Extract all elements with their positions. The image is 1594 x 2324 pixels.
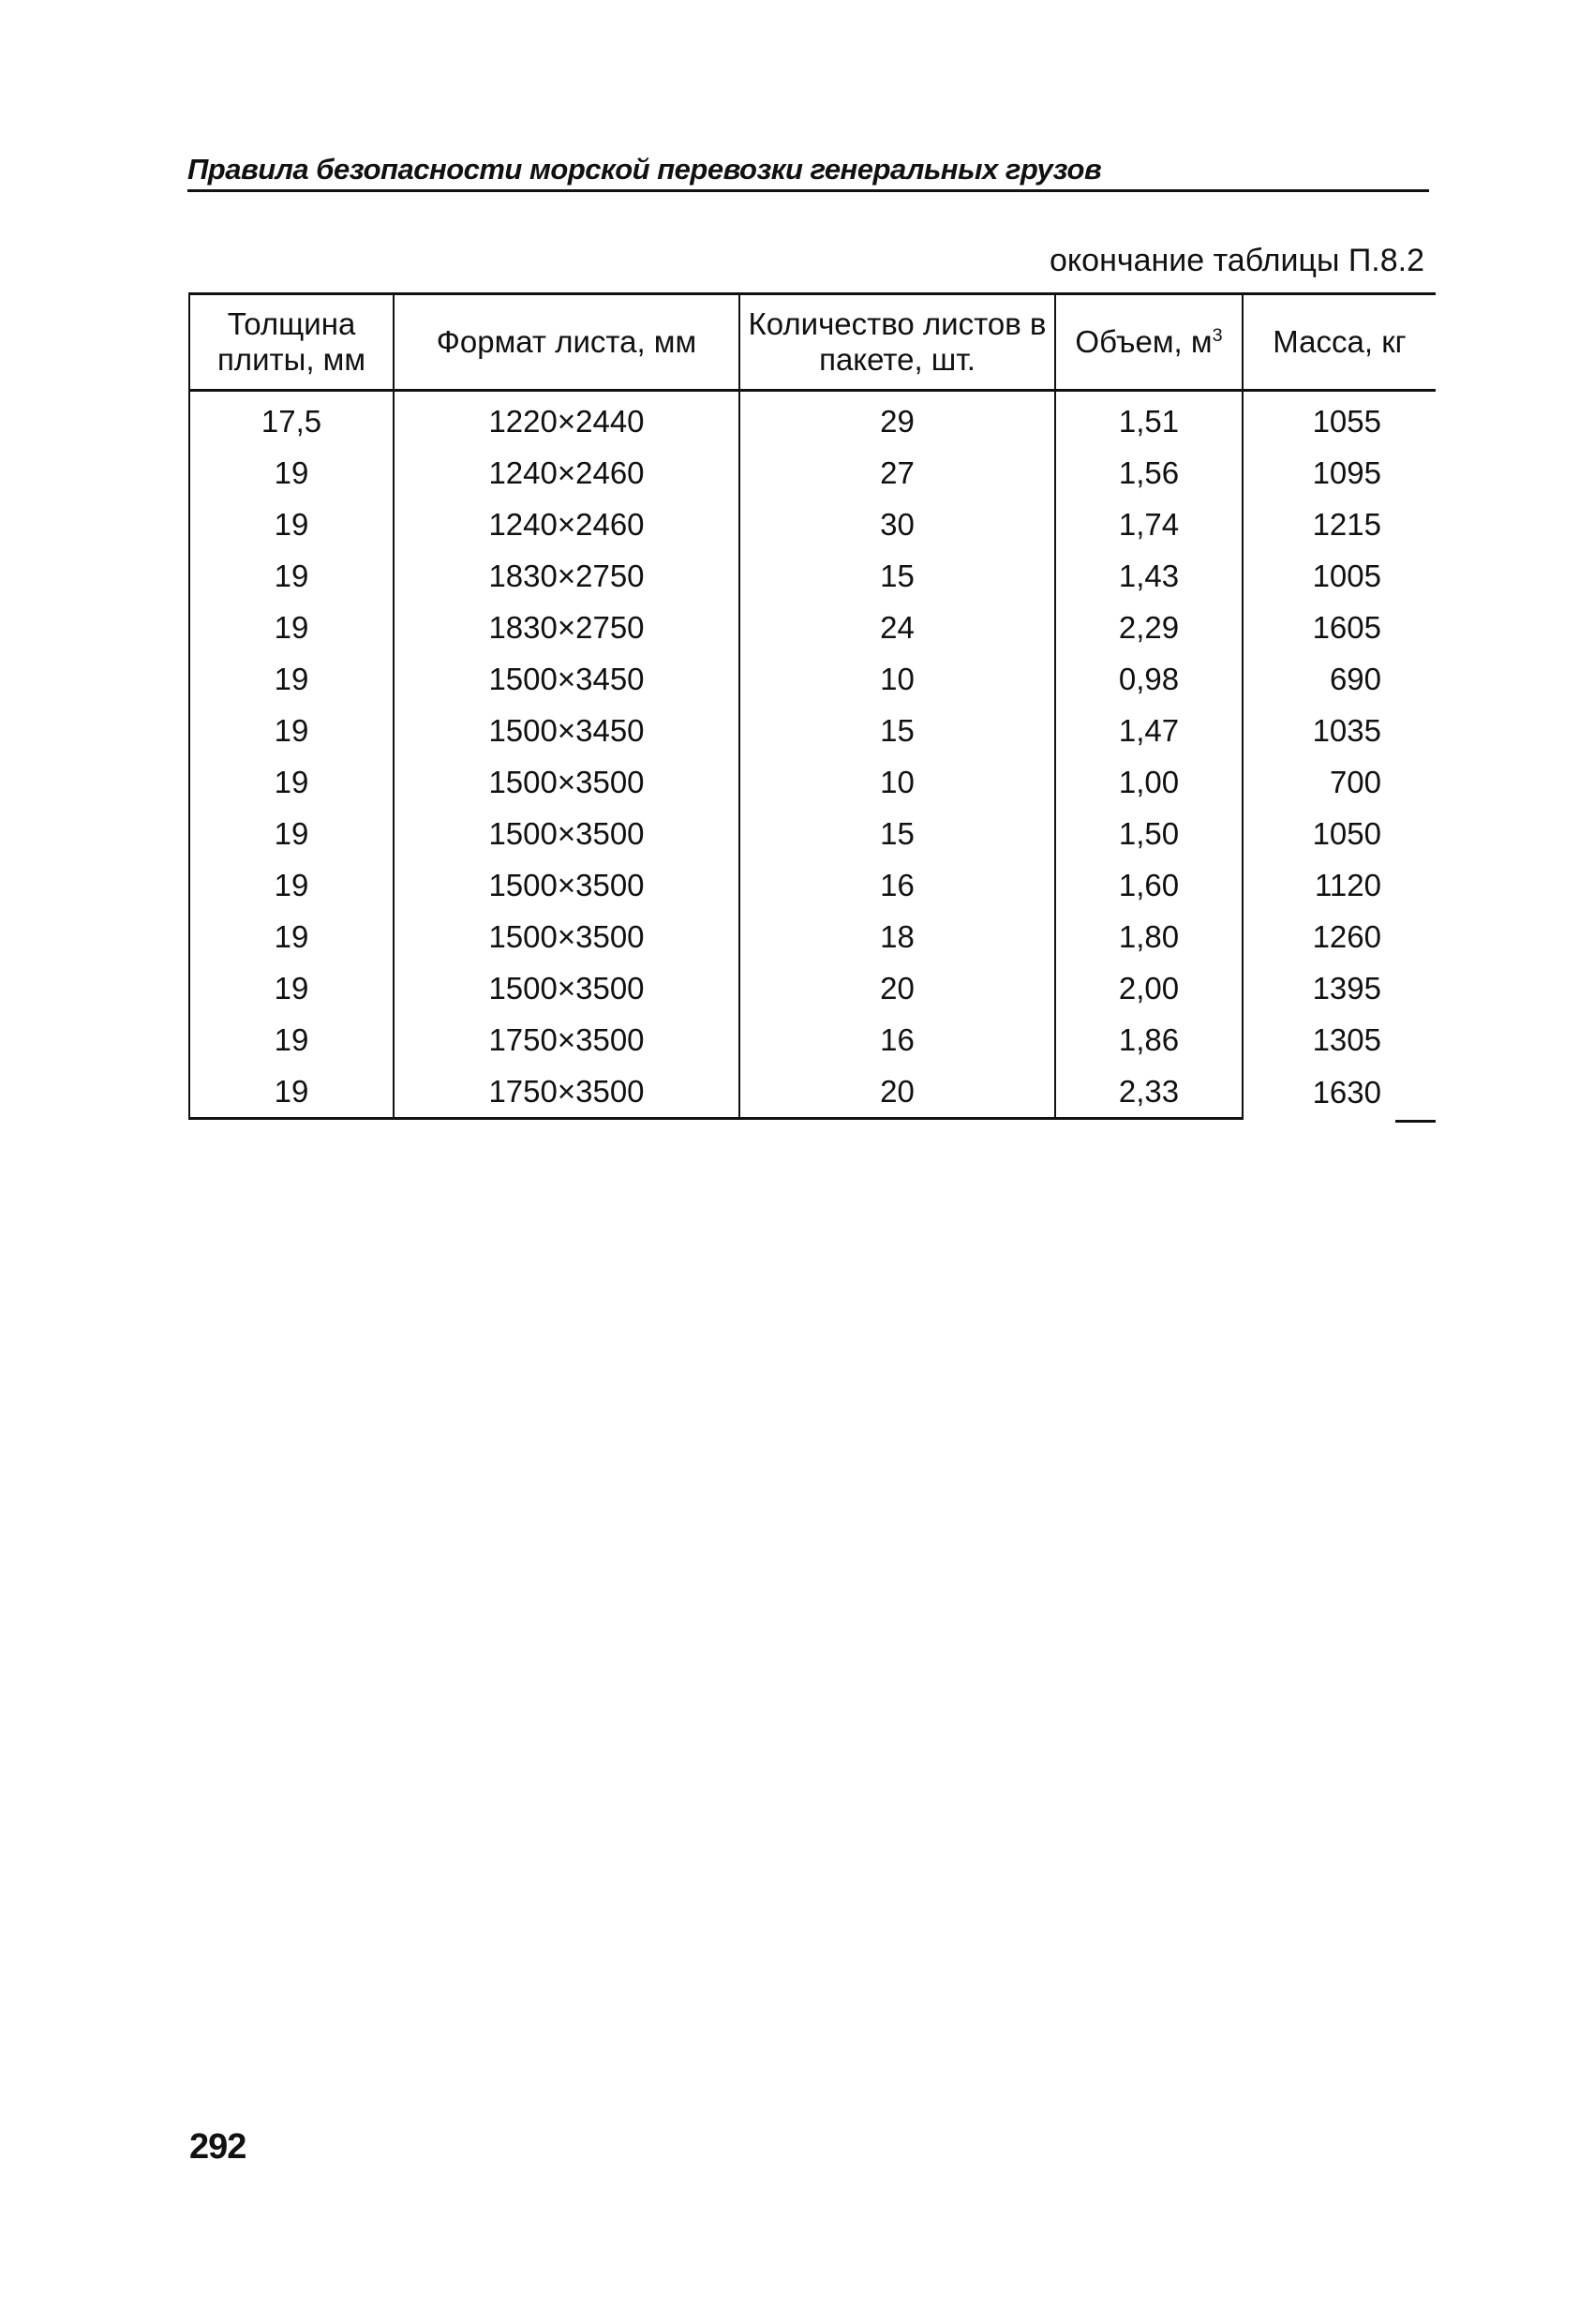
table-row [189, 705, 1436, 756]
table-caption: окончание таблицы П.8.2 [1050, 243, 1424, 278]
table-row [189, 808, 1436, 859]
cell-thickness: 19 [189, 1014, 394, 1065]
column-header-sheet-format: Формат листа, мм [394, 294, 739, 391]
table-row [189, 859, 1436, 911]
cell-sheet-format: 1220×2440 [394, 391, 739, 448]
cell-volume: 1,00 [1055, 756, 1243, 808]
cell-volume: 1,80 [1055, 911, 1243, 962]
cell-sheet-format: 1500×3500 [394, 756, 739, 808]
table-row [189, 447, 1436, 499]
cell-sheet-count: 10 [739, 756, 1055, 808]
cell-sheet-count: 24 [739, 602, 1055, 653]
cell-sheet-format: 1500×3450 [394, 653, 739, 705]
column-header-sheet-count: Количество листов в пакете, шт. [739, 294, 1055, 391]
cell-thickness: 17,5 [189, 391, 394, 448]
cell-mass: 1055 [1243, 391, 1436, 448]
cell-mass: 1050 [1243, 808, 1436, 859]
cell-thickness: 19 [189, 1065, 394, 1119]
cell-thickness: 19 [189, 705, 394, 756]
cell-sheet-count: 20 [739, 1065, 1055, 1119]
column-header-volume: Объем, $м^3$ [1055, 294, 1243, 391]
cell-mass: 1395 [1243, 962, 1436, 1014]
running-header-title: Правила безопасности морской перевозки генеральных грузов [187, 150, 1429, 192]
cell-sheet-count: 29 [739, 391, 1055, 448]
cell-sheet-format: 1500×3450 [394, 705, 739, 756]
cell-mass: 1215 [1243, 499, 1436, 550]
cell-sheet-format: 1500×3500 [394, 911, 739, 962]
cell-thickness: 19 [189, 653, 394, 705]
cell-sheet-format: 1240×2460 [394, 499, 739, 550]
cell-sheet-format: 1500×3500 [394, 859, 739, 911]
cell-volume: 1,43 [1055, 550, 1243, 602]
table-row [189, 391, 1436, 448]
cell-mass: 1035 [1243, 705, 1436, 756]
cell-thickness: 19 [189, 911, 394, 962]
cell-sheet-format: 1500×3500 [394, 808, 739, 859]
cell-sheet-count: 10 [739, 653, 1055, 705]
page-number: 292 [189, 2127, 246, 2167]
column-header-mass: Масса, кг [1243, 294, 1436, 391]
data-table [188, 292, 1436, 1120]
cell-mass: 1120 [1243, 859, 1436, 911]
table-row [189, 911, 1436, 962]
cell-sheet-count: 16 [739, 859, 1055, 911]
cell-volume: 1,56 [1055, 447, 1243, 499]
cell-volume: 1,86 [1055, 1014, 1243, 1065]
table-row [189, 1014, 1436, 1065]
cell-thickness: 19 [189, 602, 394, 653]
cell-mass: 1260 [1243, 911, 1436, 962]
cell-sheet-count: 20 [739, 962, 1055, 1014]
cell-thickness: 19 [189, 808, 394, 859]
cell-thickness: 19 [189, 859, 394, 911]
cell-sheet-count: 15 [739, 705, 1055, 756]
cell-volume: 2,33 [1055, 1065, 1243, 1119]
cell-sheet-count: 16 [739, 1014, 1055, 1065]
cell-thickness: 19 [189, 550, 394, 602]
cell-sheet-count: 30 [739, 499, 1055, 550]
cell-thickness: 19 [189, 756, 394, 808]
cell-sheet-format: 1240×2460 [394, 447, 739, 499]
column-header-thickness: Толщина плиты, мм [189, 294, 394, 391]
table-row [189, 602, 1436, 653]
table-body [189, 391, 1436, 1119]
cell-thickness: 19 [189, 447, 394, 499]
cell-mass: 1630 [1243, 1065, 1436, 1119]
cell-sheet-format: 1500×3500 [394, 962, 739, 1014]
cell-mass: 690 [1243, 653, 1436, 705]
table-row [189, 653, 1436, 705]
table-row [189, 1065, 1436, 1119]
cell-volume: 1,50 [1055, 808, 1243, 859]
table-header-row [189, 294, 1436, 391]
cell-volume: 0,98 [1055, 653, 1243, 705]
cell-thickness: 19 [189, 499, 394, 550]
cell-volume: 2,00 [1055, 962, 1243, 1014]
cell-sheet-format: 1830×2750 [394, 550, 739, 602]
table-row [189, 499, 1436, 550]
cell-mass: 700 [1243, 756, 1436, 808]
table-row [189, 756, 1436, 808]
cell-volume: 1,51 [1055, 391, 1243, 448]
cell-mass: 1305 [1243, 1014, 1436, 1065]
cell-volume: 1,47 [1055, 705, 1243, 756]
cell-sheet-format: 1830×2750 [394, 602, 739, 653]
cell-sheet-count: 27 [739, 447, 1055, 499]
cell-sheet-format: 1750×3500 [394, 1014, 739, 1065]
cell-thickness: 19 [189, 962, 394, 1014]
cell-sheet-count: 18 [739, 911, 1055, 962]
cell-sheet-format: 1750×3500 [394, 1065, 739, 1119]
table-row [189, 962, 1436, 1014]
cell-volume: 1,60 [1055, 859, 1243, 911]
cell-sheet-count: 15 [739, 550, 1055, 602]
table-bottom-rule [1395, 1120, 1436, 1123]
cell-mass: 1605 [1243, 602, 1436, 653]
cell-mass: 1095 [1243, 447, 1436, 499]
cell-sheet-count: 15 [739, 808, 1055, 859]
cell-mass: 1005 [1243, 550, 1436, 602]
cell-volume: 1,74 [1055, 499, 1243, 550]
table-row [189, 550, 1436, 602]
cell-volume: 2,29 [1055, 602, 1243, 653]
